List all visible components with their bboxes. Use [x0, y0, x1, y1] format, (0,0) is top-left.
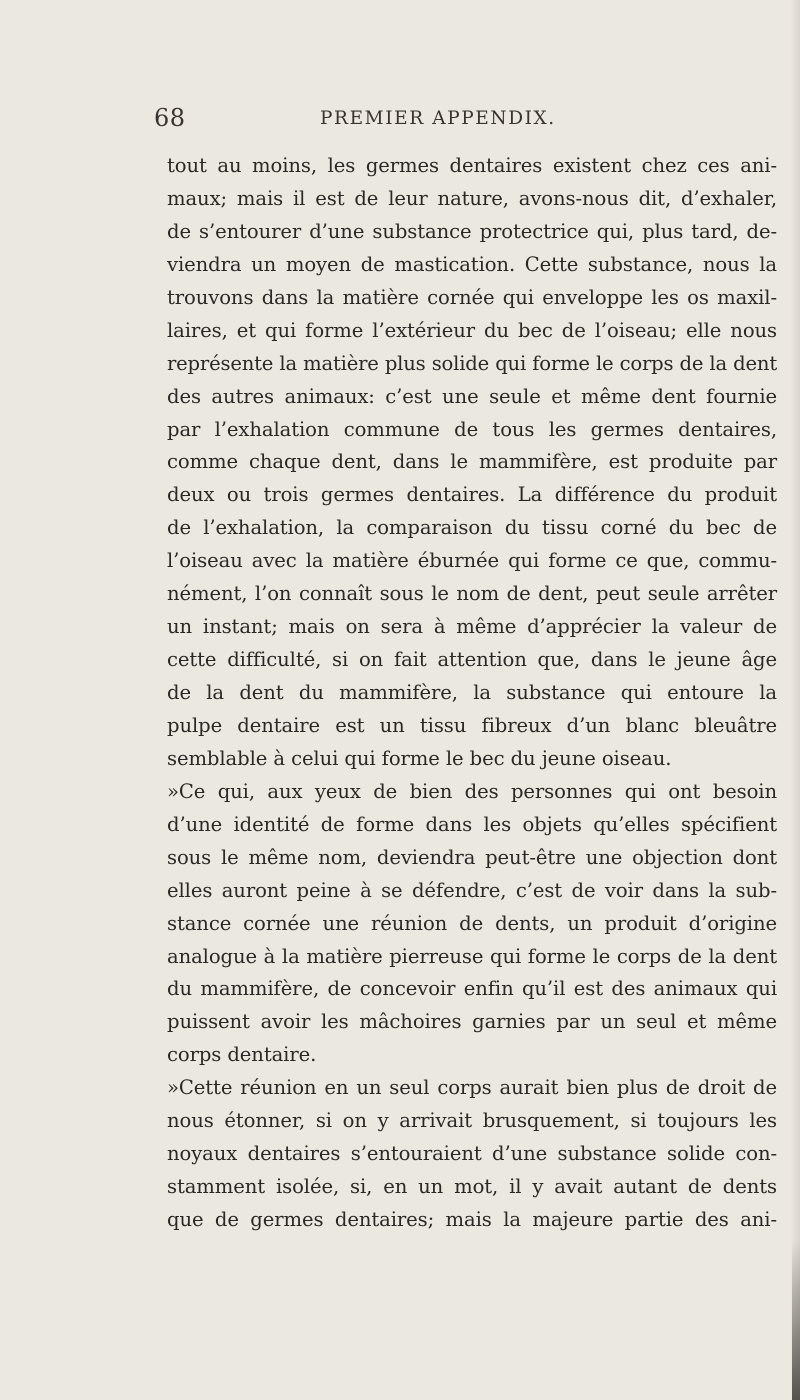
text-line: l’oiseau avec la matière éburnée qui forme ce que, commu-	[167, 549, 777, 573]
text-line: cette difficulté, si on fait attention que, dans le jeune âge	[167, 648, 777, 672]
text-line: tout au moins, les germes dentaires existent chez ces ani-	[167, 154, 777, 177]
text-line: noyaux dentaires s’entouraient d’une substance solide con-	[167, 1142, 777, 1166]
text-line: corps dentaire.	[167, 1043, 317, 1067]
text-line: trouvons dans la matière cornée qui enveloppe les os maxil-	[167, 285, 777, 309]
text-line: sous le même nom, deviendra peut-être une objection dont	[167, 845, 777, 869]
text-line: par l’exhalation commune de tous les germes dentaires,	[167, 417, 777, 441]
text-line: de s’entourer d’une substance protectrice qui, plus tard, de-	[167, 219, 777, 243]
text-line: nous étonner, si on y arrivait brusquement, si toujours les	[167, 1109, 777, 1133]
body-text	[167, 150, 777, 1237]
running-title: PREMIER APPENDIX.	[320, 108, 556, 129]
text-line: »Ce qui, aux yeux de bien des personnes qui ont besoin	[167, 779, 777, 803]
text-line: stamment isolée, si, en un mot, il y avait autant de dents	[167, 1175, 777, 1199]
text-line: deux ou trois germes dentaires. La différence du produit	[167, 483, 777, 507]
text-line: analogue à la matière pierreuse qui forme le corps de la dent	[167, 944, 777, 968]
text-line: viendra un moyen de mastication. Cette substance, nous la	[167, 252, 777, 276]
text-line: de l’exhalation, la comparaison du tissu corné du bec de	[167, 516, 777, 540]
text-line: »Cette réunion en un seul corps aurait bien plus de droit de	[167, 1076, 777, 1100]
text-line: représente la matière plus solide qui forme le corps de la dent	[167, 351, 777, 375]
text-line: d’une identité de forme dans les objets qu’elles spécifient	[167, 812, 777, 836]
text-line: stance cornée une réunion de dents, un produit d’origine	[167, 911, 777, 935]
page-number: 68	[154, 104, 186, 132]
page-edge-dark	[792, 1240, 800, 1400]
page-edge-shadow	[790, 0, 800, 1400]
text-line: comme chaque dent, dans le mammifère, est produite par	[167, 450, 777, 474]
text-line: semblable à celui qui forme le bec du jeune oiseau.	[167, 746, 672, 770]
text-line: des autres animaux: c’est une seule et même dent fournie	[167, 384, 777, 408]
text-line: maux; mais il est de leur nature, avons-nous dit, d’exhaler,	[167, 186, 777, 210]
text-line: que de germes dentaires; mais la majeure partie des ani-	[167, 1208, 777, 1231]
text-line: laires, et qui forme l’extérieur du bec de l’oiseau; elle nous	[167, 318, 777, 342]
text-line: un instant; mais on sera à même d’apprécier la valeur de	[167, 615, 777, 639]
text-line: nément, l’on connaît sous le nom de dent, peut seule arrêter	[167, 582, 777, 606]
text-line: du mammifère, de concevoir enfin qu’il est des animaux qui	[167, 977, 777, 1001]
text-line: pulpe dentaire est un tissu fibreux d’un blanc bleuâtre	[167, 713, 777, 737]
text-line: de la dent du mammifère, la substance qui entoure la	[167, 681, 777, 704]
text-line: elles auront peine à se défendre, c’est de voir dans la sub-	[167, 878, 777, 902]
text-line: puissent avoir les mâchoires garnies par un seul et même	[167, 1010, 777, 1034]
